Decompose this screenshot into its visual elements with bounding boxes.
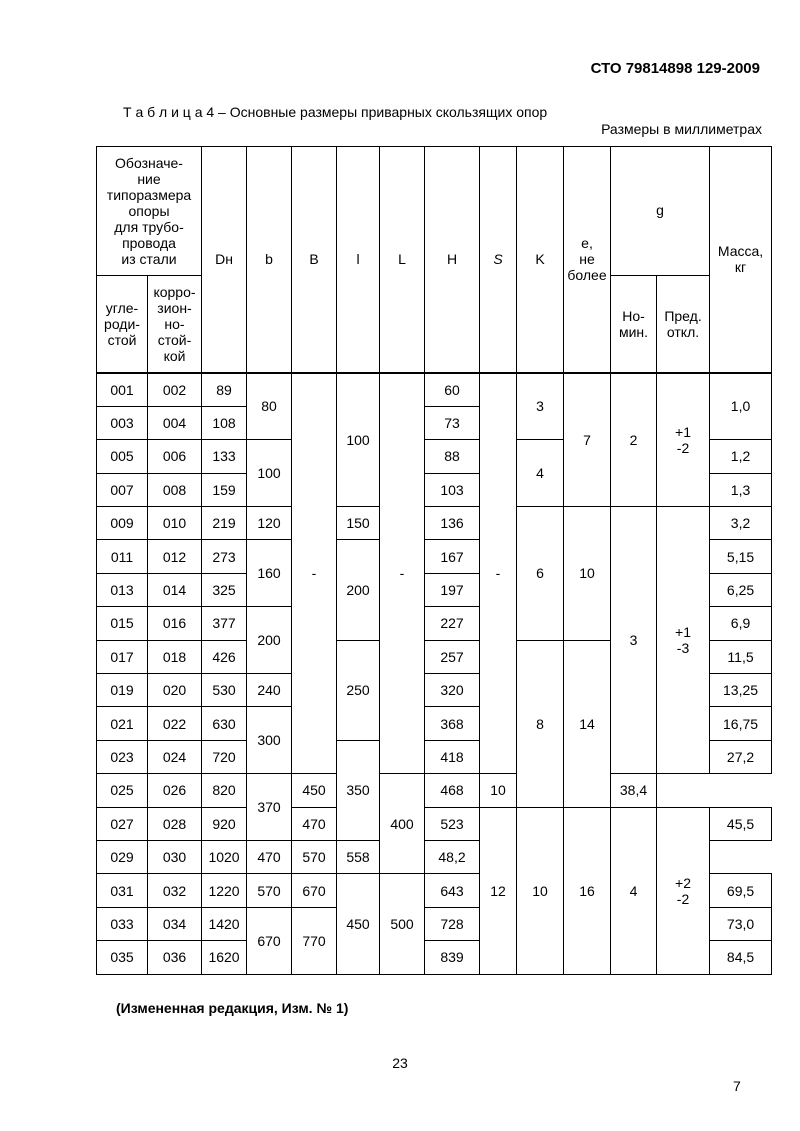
H-cell: 227 (425, 607, 480, 640)
g-tol-cell: +2 -2 (657, 807, 710, 974)
header-L: L (380, 147, 425, 373)
page-number: 23 (392, 1055, 408, 1071)
l-cell: 150 (337, 507, 380, 540)
K-cell: 6 (517, 507, 564, 641)
mass-cell: 84,5 (710, 941, 772, 974)
dn-cell: 325 (202, 573, 247, 606)
b-cell: 80 (247, 373, 292, 440)
mass-cell: 3,2 (710, 507, 772, 540)
code-stainless: 036 (148, 941, 202, 974)
L-cell: 400 (380, 774, 425, 874)
code-stainless: 032 (148, 874, 202, 907)
mass-cell: 6,25 (710, 573, 772, 606)
H-cell: 103 (425, 473, 480, 506)
e-cell: 14 (564, 640, 611, 807)
dn-cell: 720 (202, 740, 247, 773)
b-cell: 120 (247, 507, 292, 540)
b-cell: 300 (247, 707, 292, 774)
mass-cell: 1,0 (710, 373, 772, 440)
H-cell: 643 (425, 874, 480, 907)
dn-cell: 1220 (202, 874, 247, 907)
mass-cell: 13,25 (710, 674, 772, 707)
g-tol-cell: +1 -3 (657, 507, 710, 774)
code-carbon: 003 (97, 406, 148, 439)
dimensions-table (96, 146, 772, 975)
dn-cell: 820 (202, 774, 247, 807)
dn-cell: 273 (202, 540, 247, 573)
code-stainless: 024 (148, 740, 202, 773)
H-cell: 136 (425, 507, 480, 540)
sheet-number: 7 (733, 1078, 741, 1094)
table-row (97, 507, 772, 540)
B-cell: 470 (292, 807, 337, 840)
b-cell: 200 (247, 607, 292, 674)
dn-cell: 133 (202, 440, 247, 473)
table-row (97, 373, 772, 407)
table-row (97, 774, 772, 807)
b-cell: 240 (247, 674, 292, 707)
header-S: S (480, 147, 517, 373)
code-carbon: 013 (97, 573, 148, 606)
code-stainless: 012 (148, 540, 202, 573)
H-cell: 839 (425, 941, 480, 974)
b-cell: 370 (247, 774, 292, 841)
S-cell: 12 (480, 807, 517, 974)
g-tol-cell: +1 -2 (657, 373, 710, 507)
K-cell: 3 (517, 373, 564, 440)
code-stainless: 010 (148, 507, 202, 540)
header-mass: Масса, кг (710, 147, 772, 373)
K-cell: 10 (517, 807, 564, 974)
H-cell: 523 (425, 807, 480, 840)
l-cell: 200 (337, 540, 380, 640)
code-carbon: 031 (97, 874, 148, 907)
H-cell: 73 (425, 406, 480, 439)
code-stainless: 028 (148, 807, 202, 840)
code-carbon: 001 (97, 373, 148, 407)
e-cell: 10 (564, 507, 611, 641)
K-cell: 8 (517, 640, 564, 807)
code-carbon: 009 (97, 507, 148, 540)
code-carbon: 011 (97, 540, 148, 573)
dn-cell: 920 (202, 807, 247, 840)
header-e: е, не более (564, 147, 611, 373)
code-carbon: 027 (97, 807, 148, 840)
dn-cell: 426 (202, 640, 247, 673)
code-carbon: 007 (97, 473, 148, 506)
b-cell: 570 (247, 874, 292, 907)
dn-cell: 89 (202, 373, 247, 407)
mass-cell: 11,5 (710, 640, 772, 673)
e-cell: 7 (564, 373, 611, 507)
header-carbon-steel: угле- роди- стой (97, 276, 148, 373)
dn-cell: 108 (202, 406, 247, 439)
b-cell: 100 (247, 440, 292, 507)
mass-cell: 69,5 (710, 874, 772, 907)
code-carbon: 017 (97, 640, 148, 673)
B-cell: 770 (292, 907, 337, 974)
H-cell: 88 (425, 440, 480, 473)
revision-note: (Измененная редакция, Изм. № 1) (116, 1000, 349, 1016)
dn-cell: 630 (202, 707, 247, 740)
code-stainless: 030 (148, 840, 202, 873)
code-carbon: 005 (97, 440, 148, 473)
header-g-tolerance: Пред. откл. (657, 276, 710, 373)
mass-cell: 16,75 (710, 707, 772, 740)
H-cell: 418 (425, 740, 480, 773)
mass-cell: 6,9 (710, 607, 772, 640)
document-code: СТО 79814898 129-2009 (590, 60, 760, 77)
code-carbon: 033 (97, 907, 148, 940)
dn-cell: 530 (202, 674, 247, 707)
H-cell: 728 (425, 907, 480, 940)
mass-cell: 38,4 (611, 774, 657, 807)
S-cell: - (480, 373, 517, 774)
code-carbon: 029 (97, 840, 148, 873)
H-cell: 60 (425, 373, 480, 407)
header-K: K (517, 147, 564, 373)
H-cell: 368 (425, 707, 480, 740)
dn-cell: 377 (202, 607, 247, 640)
B-cell: 670 (292, 874, 337, 907)
g-nom-cell: 3 (611, 507, 657, 774)
H-cell: 167 (425, 540, 480, 573)
dn-cell: 159 (202, 473, 247, 506)
B-cell: 570 (292, 840, 337, 873)
H-cell: 558 (337, 840, 380, 873)
mass-cell: 48,2 (425, 840, 480, 873)
H-cell: 257 (425, 640, 480, 673)
code-stainless: 034 (148, 907, 202, 940)
code-stainless: 014 (148, 573, 202, 606)
l-cell: 250 (337, 640, 380, 740)
code-carbon: 015 (97, 607, 148, 640)
mass-cell: 27,2 (710, 740, 772, 773)
b-cell: 470 (247, 840, 292, 873)
b-cell: 160 (247, 540, 292, 607)
code-carbon: 025 (97, 774, 148, 807)
code-stainless: 016 (148, 607, 202, 640)
l-cell: 450 (337, 874, 380, 974)
L-cell: 500 (380, 874, 425, 974)
e-cell: 16 (564, 807, 611, 974)
dn-cell: 1420 (202, 907, 247, 940)
code-stainless: 006 (148, 440, 202, 473)
units-note: Размеры в миллиметрах (601, 121, 762, 137)
code-stainless: 026 (148, 774, 202, 807)
header-g-nominal: Но- мин. (611, 276, 657, 373)
header-g: g (611, 147, 710, 276)
code-carbon: 021 (97, 707, 148, 740)
dn-cell: 1620 (202, 941, 247, 974)
b-cell: 670 (247, 907, 292, 974)
B-cell: 450 (292, 774, 337, 807)
L-cell: - (380, 373, 425, 774)
header-dn: Dн (202, 147, 247, 373)
code-stainless: 002 (148, 373, 202, 407)
header-b: b (247, 147, 292, 373)
header-H: H (425, 147, 480, 373)
mass-cell: 45,5 (710, 807, 772, 840)
code-stainless: 018 (148, 640, 202, 673)
table-title: Т а б л и ц а 4 – Основные размеры приварных скользящих опор (123, 104, 548, 120)
header-designation: Обозначе- ние типоразмера опоры для трубо- провода из стали (97, 147, 202, 276)
code-stainless: 022 (148, 707, 202, 740)
mass-cell: 73,0 (710, 907, 772, 940)
code-carbon: 019 (97, 674, 148, 707)
H-cell: 320 (425, 674, 480, 707)
mass-cell: 1,3 (710, 473, 772, 506)
header-B: B (292, 147, 337, 373)
B-cell: - (292, 373, 337, 774)
l-cell: 100 (337, 373, 380, 507)
header-stainless-steel: корро- зион- но- стой- кой (148, 276, 202, 373)
g-nom-cell: 2 (611, 373, 657, 507)
header-l: l (337, 147, 380, 373)
mass-cell: 1,2 (710, 440, 772, 473)
code-carbon: 023 (97, 740, 148, 773)
mass-cell: 5,15 (710, 540, 772, 573)
l-cell: 350 (337, 740, 380, 840)
code-carbon: 035 (97, 941, 148, 974)
H-cell: 197 (425, 573, 480, 606)
g-nom-cell: 4 (611, 807, 657, 974)
dn-cell: 219 (202, 507, 247, 540)
code-stainless: 004 (148, 406, 202, 439)
table-row (97, 807, 772, 840)
code-stainless: 020 (148, 674, 202, 707)
S-cell: 10 (480, 774, 517, 807)
dn-cell: 1020 (202, 840, 247, 873)
code-stainless: 008 (148, 473, 202, 506)
H-cell: 468 (425, 774, 480, 807)
K-cell: 4 (517, 440, 564, 507)
